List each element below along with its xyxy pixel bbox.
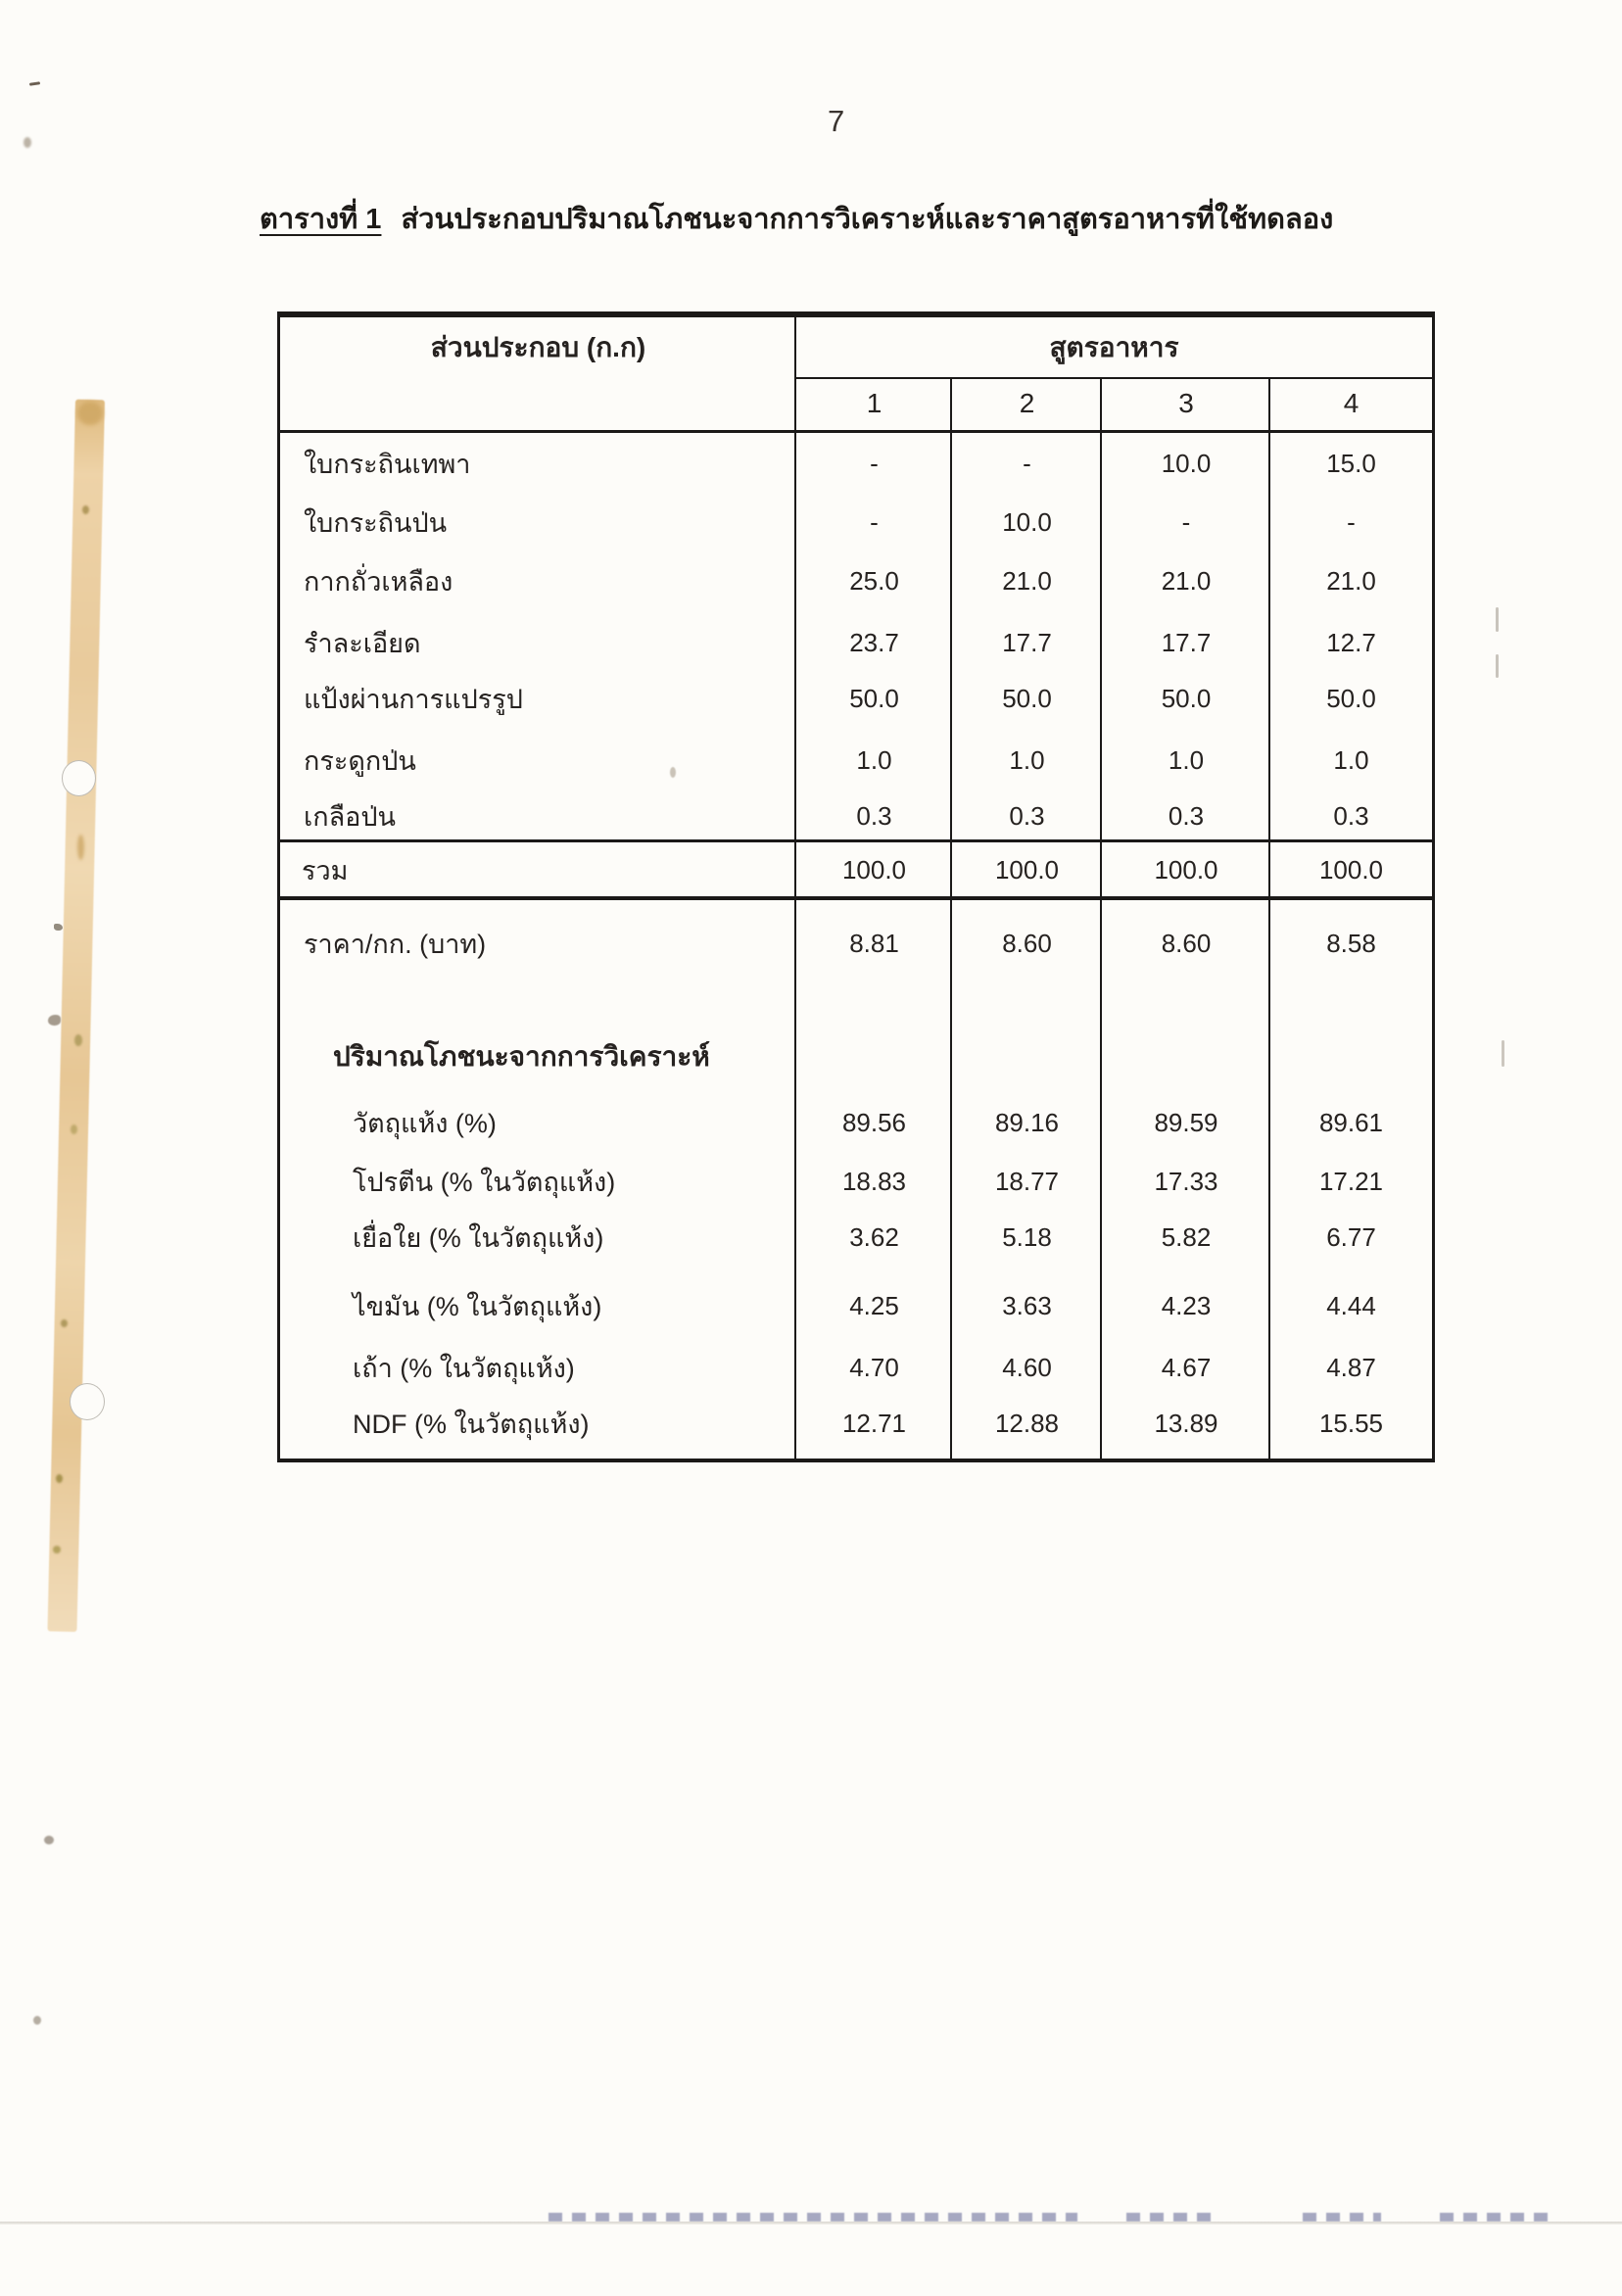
table-caption [260,196,1513,241]
page-number: 7 [828,104,845,138]
table-row [280,553,1432,608]
row-value: - [870,506,879,537]
row-value: 89.59 [1154,1107,1218,1137]
row-label: ใบกระถินป่น [304,507,448,538]
row-label: ไขมัน (% ในวัตถุแห้ง) [353,1291,602,1321]
row-label: ใบกระถินเทพา [304,449,471,479]
row-value: 1.0 [1333,744,1369,775]
price-row [280,916,1432,971]
row-value: 4.60 [1002,1352,1052,1382]
row-value: 0.3 [856,800,892,831]
row-value: 3.63 [1002,1290,1052,1320]
margin-mark [33,2016,41,2025]
row-value: 100.0 [994,854,1060,885]
caption-text: ส่วนประกอบปริมาณโภชนะจากการวิเคราะห์และราคาสูตรอาหารที่ใช้ทดลอง [401,204,1334,235]
stain-speck [71,1124,77,1134]
stain-speck [61,1319,68,1327]
row-value: - [1347,506,1356,537]
row-value: 89.16 [994,1107,1060,1137]
row-value: 6.77 [1326,1221,1376,1252]
row-value: - [1023,448,1031,478]
row-label: กระดูกป่น [304,745,416,776]
row-value: 4.70 [849,1352,899,1382]
table-row [280,671,1432,726]
table-row [280,789,1432,843]
row-value: 1.0 [1009,744,1045,775]
table-row [280,1340,1432,1395]
row-value: 4.44 [1326,1290,1376,1320]
section-header: ปริมาณโภชนะจากการวิเคราะห์ [333,1041,710,1072]
table-hline [280,430,1432,433]
row-value: 12.71 [841,1408,907,1438]
row-label: วัตถุแห้ง (%) [353,1108,497,1138]
row-value: 17.7 [1002,627,1052,657]
row-value: 8.58 [1326,928,1376,958]
row-value: 50.0 [1161,683,1212,713]
row-value: 0.3 [1168,800,1205,831]
row-label: โปรตีน (% ในวัตถุแห้ง) [353,1167,616,1197]
margin-mark [1496,607,1499,632]
col-header-formula-numbers [280,377,1432,430]
row-value: 21.0 [1326,565,1376,596]
row-value: 1.0 [856,744,892,775]
row-label: แป้งผ่านการแปรรูป [304,684,523,714]
row-value: 18.77 [994,1166,1060,1196]
stain-speck [74,1034,82,1046]
col-header-4: 4 [1343,388,1360,418]
table-row [280,615,1432,670]
dust-speck [54,924,63,931]
col-header-3: 3 [1178,388,1194,418]
margin-mark [29,81,40,86]
stain-speck [77,835,84,860]
row-value: 15.0 [1326,448,1376,478]
row-value: 50.0 [849,683,899,713]
caption-label: ตารางที่ 1 [260,204,382,235]
row-value: 10.0 [1002,506,1052,537]
row-value: - [1181,506,1191,537]
row-value: 18.83 [841,1166,907,1196]
margin-mark [24,137,31,148]
row-value: 100.0 [1154,854,1218,885]
nutrient-section-header-row [280,1029,1432,1084]
col-header-component: ส่วนประกอบ (ก.ก) [430,331,646,362]
row-value: 4.25 [849,1290,899,1320]
table-row [280,733,1432,788]
stain-speck [53,1546,61,1554]
row-label: ราคา/กก. (บาท) [304,929,487,959]
row-value: 25.0 [849,565,899,596]
row-value: 4.67 [1161,1352,1212,1382]
col-header-1: 1 [866,388,883,418]
table-row [280,1210,1432,1265]
punch-hole [62,760,96,796]
row-value: 21.0 [1161,565,1212,596]
row-value: 8.81 [849,928,899,958]
table-row [280,1278,1432,1333]
col-header-formula-group: สูตรอาหาร [1049,331,1179,362]
row-label: รวม [302,855,349,885]
row-value: 1.0 [1168,744,1205,775]
stain-speck [56,1474,63,1483]
row-value: 12.7 [1326,627,1376,657]
row-value: 21.0 [1002,565,1052,596]
page-edge-shadow [0,2222,1622,2224]
table-row [280,1396,1432,1451]
punch-hole [70,1383,105,1420]
row-value: 89.56 [841,1107,907,1137]
row-value: - [870,448,879,478]
row-value: 0.3 [1333,800,1369,831]
row-label: เกลือป่น [304,801,396,832]
cutoff-text-remnant [1440,2213,1552,2222]
total-row [280,842,1432,897]
margin-mark [44,1836,54,1844]
table-row [280,495,1432,550]
row-value: 0.3 [1009,800,1045,831]
cutoff-text-remnant [1303,2213,1381,2222]
row-value: 100.0 [1318,854,1384,885]
row-value: 8.60 [1161,928,1212,958]
row-value: 17.21 [1318,1166,1384,1196]
row-value: 23.7 [849,627,899,657]
row-value: 5.82 [1161,1221,1212,1252]
margin-mark [1502,1040,1504,1067]
table-row [280,1095,1432,1150]
row-value: 100.0 [841,854,907,885]
table-row [280,436,1432,491]
row-value: 50.0 [1326,683,1376,713]
col-header-2: 2 [1019,388,1035,418]
row-label: กากถั่วเหลือง [304,566,453,597]
margin-mark [1496,654,1499,678]
row-label: NDF (% ในวัตถุแห้ง) [353,1409,590,1439]
row-value: 4.23 [1161,1290,1212,1320]
stain-speck [82,505,89,514]
row-value: 4.87 [1326,1352,1376,1382]
row-value: 89.61 [1318,1107,1384,1137]
row-value: 5.18 [1002,1221,1052,1252]
row-value: 15.55 [1318,1408,1384,1438]
table-row [280,1154,1432,1209]
feed-formula-table [277,311,1435,1462]
row-value: 50.0 [1002,683,1052,713]
dust-speck [48,1015,61,1026]
cutoff-text-remnant [1126,2213,1215,2222]
row-label: รำละเอียด [304,628,421,658]
row-value: 13.89 [1154,1408,1218,1438]
cutoff-text-remnant [549,2213,1077,2222]
row-value: 10.0 [1161,448,1212,478]
row-value: 17.33 [1154,1166,1218,1196]
margin-mark [670,767,676,778]
row-value: 3.62 [849,1221,899,1252]
stain-speck [77,402,103,425]
row-value: 12.88 [994,1408,1060,1438]
row-label: เถ้า (% ในวัตถุแห้ง) [353,1353,575,1383]
row-value: 8.60 [1002,928,1052,958]
row-value: 17.7 [1161,627,1212,657]
row-label: เยื่อใย (% ในวัตถุแห้ง) [353,1222,604,1253]
